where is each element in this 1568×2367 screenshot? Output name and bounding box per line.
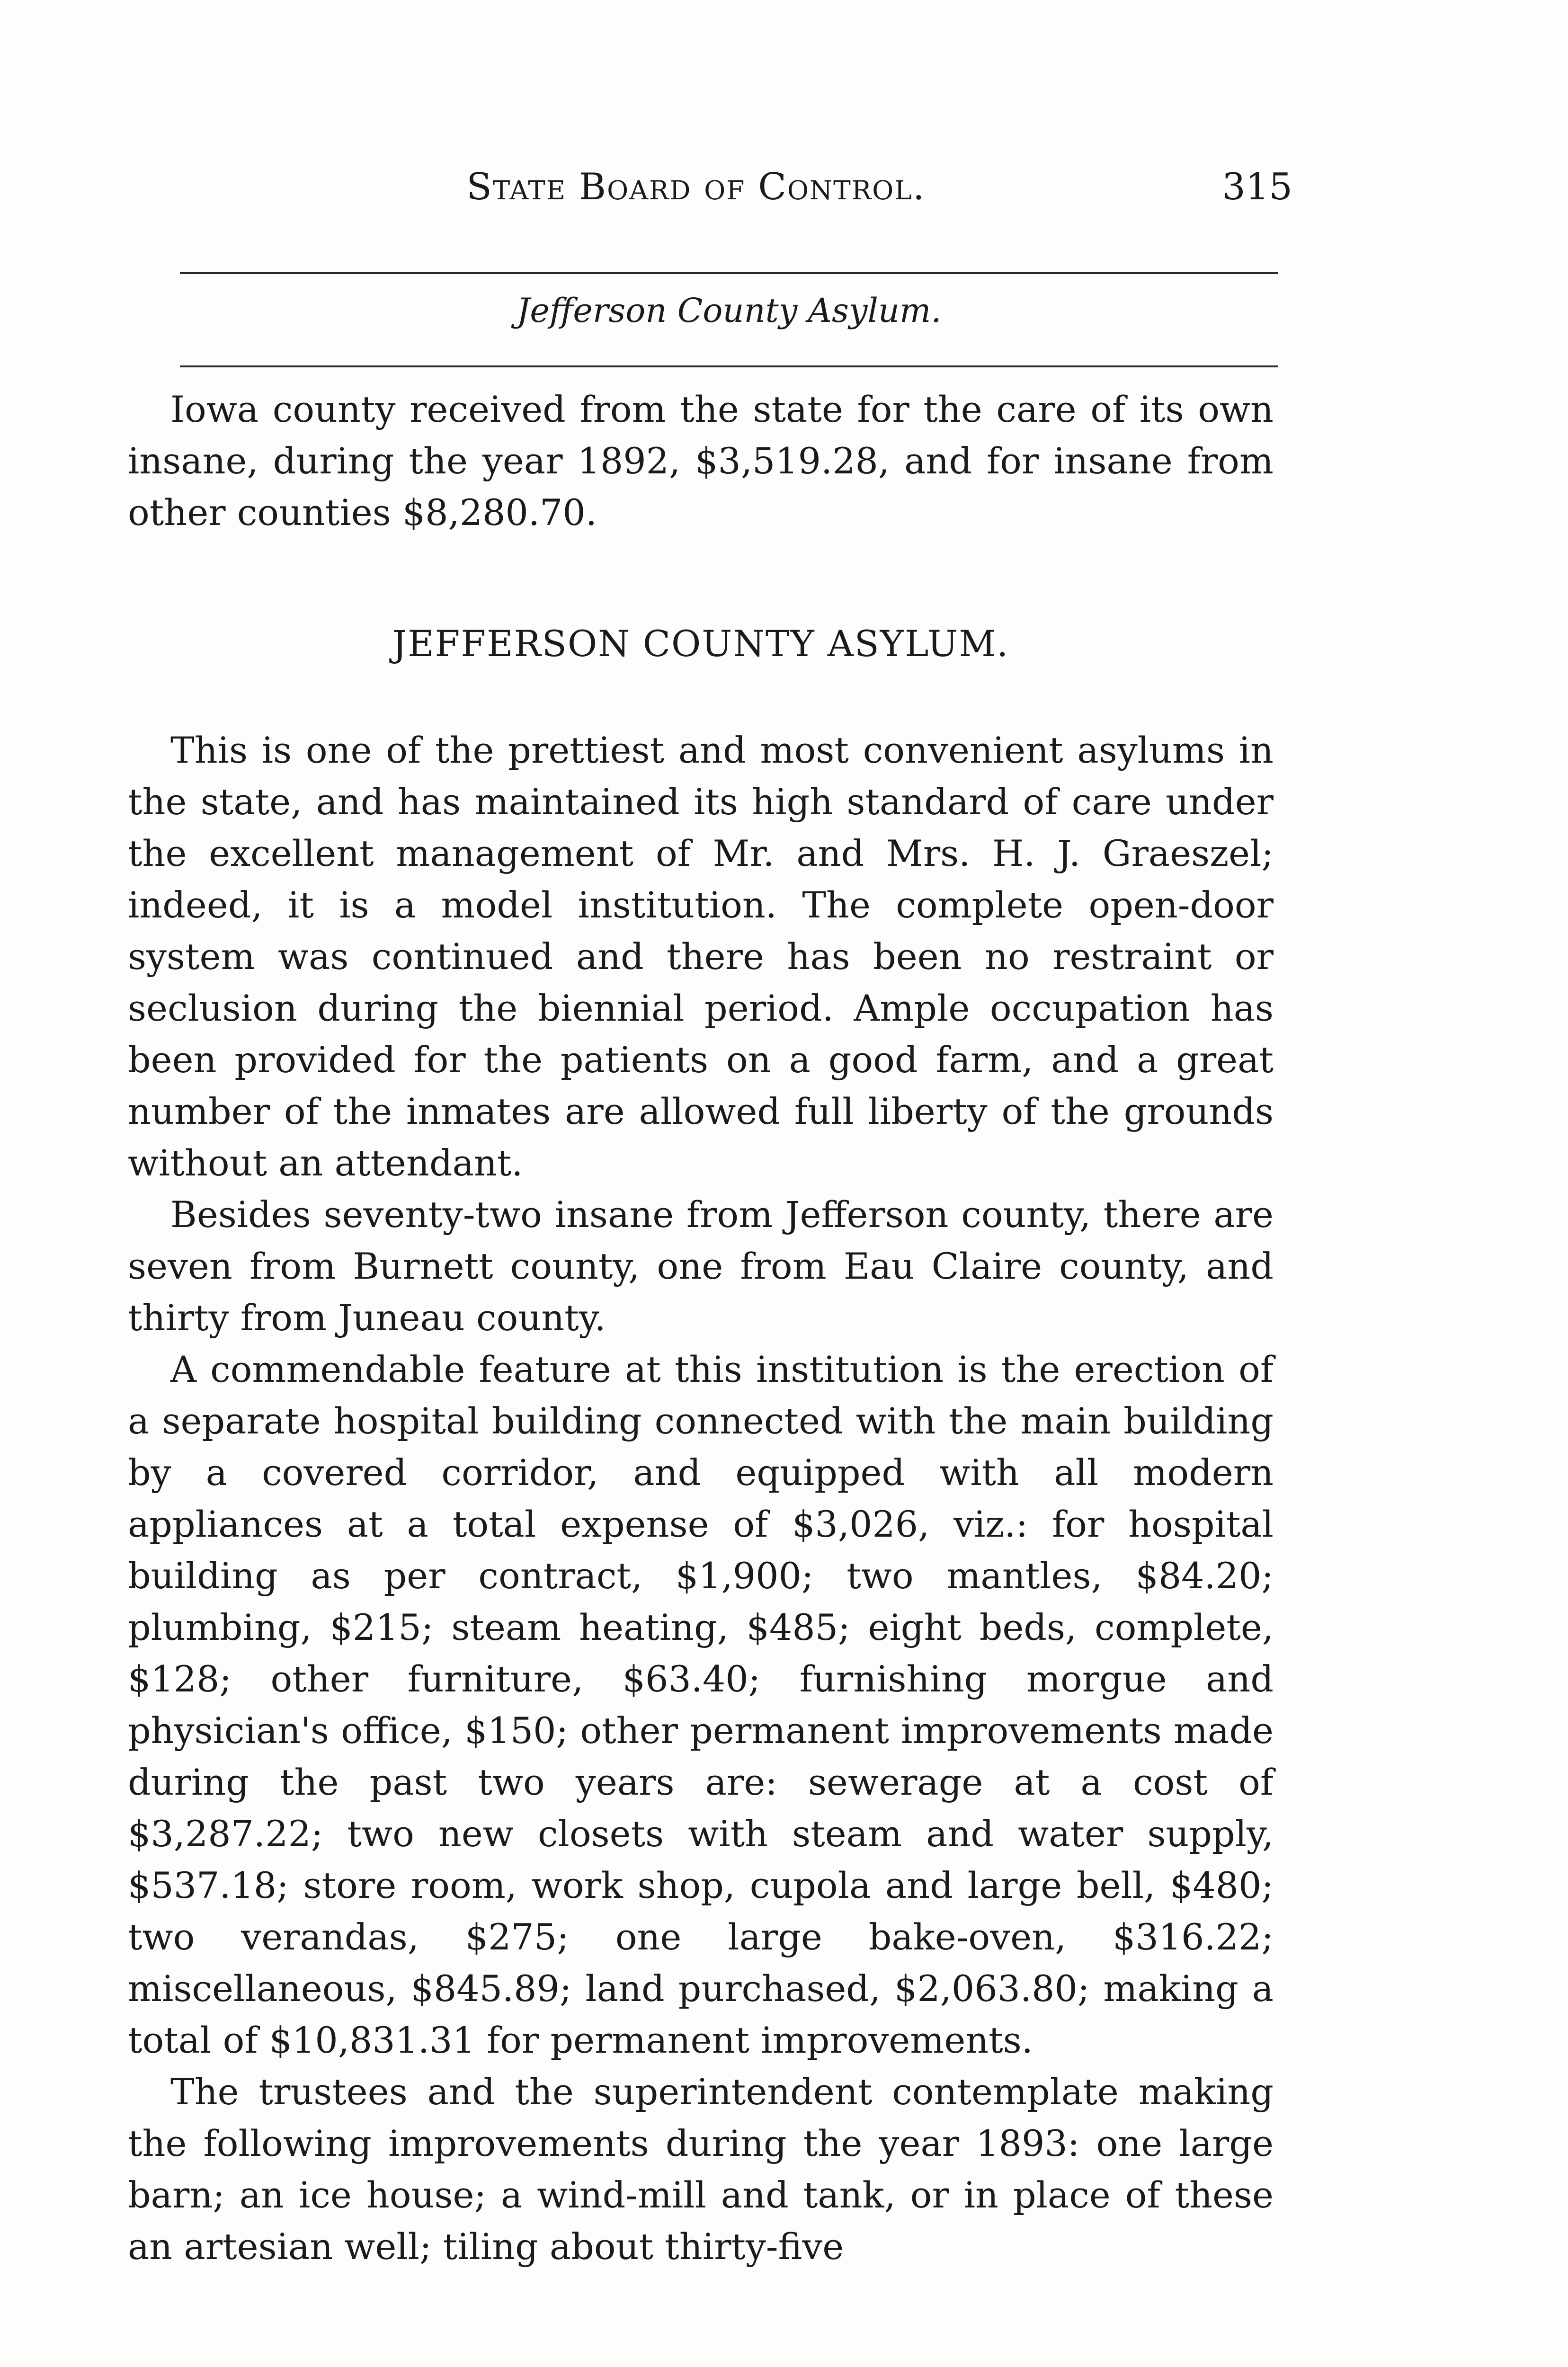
page-number: 315 [1222, 166, 1292, 208]
paragraph: Besides seventy-two insane from Jefferson county, there are seven from Burnett county, one from Eau Claire county, and thirty from Juneau county. [128, 1193, 1274, 1339]
paragraph: The trustees and the superintendent contemplate making the following improvements during the year 1893: one large barn; an ice house; a wind-mill and tank, or in place of these an artesian well; tiling about thirty-five [128, 2071, 1274, 2268]
main-text [128, 724, 1274, 2272]
paragraph: A commendable feature at this institution is the erection of a separate hospital building connected with the main building by a covered corridor, and equipped with all modern appliances at a total expense of $3,026, viz.: for hospital building as per contract, $1,900; two mantles, $84.20; plumbing, $215; steam heating, $485; eight beds, complete, $128; other furniture, $63.40; furnishing morgue and physician's office, $150; other permanent improvements made during the past two years are: sewerage at a cost of $3,287.22; two new closets with steam and water supply, $537.18; store room, work shop, cupola and large bell, $480; two verandas, $275; one large bake-oven, $316.22; miscellaneous, $845.89; land purchased, $2,063.80; making a total of $10,831.31 for permanent improvements. [128, 1348, 1274, 2061]
subhead: Jefferson County Asylum. [517, 291, 942, 330]
intro-paragraph: Iowa county received from the state for the care of its own insane, during the year 1892, $3,519.28, and for insane from other counties $8,280.70. [128, 388, 1274, 534]
intro-section [128, 383, 1274, 538]
bottom-rule [180, 365, 1278, 367]
paragraph: This is one of the prettiest and most convenient asylums in the state, and has maintained its high standard of care under the excellent management of Mr. and Mrs. H. J. Graeszel; indeed, it is a model institution. The complete open-door system was continued and there has been no restraint or seclusion during the biennial period. Ample occupation has been provided for the patients on a good farm, and a great number of the inmates are allowed full liberty of the grounds without an attendant. [128, 729, 1274, 1184]
running-title: State Board of Control. [466, 166, 926, 208]
top-rule [180, 272, 1278, 274]
running-head [170, 166, 1297, 218]
section-title: JEFFERSON COUNTY ASYLUM. [392, 623, 1009, 665]
